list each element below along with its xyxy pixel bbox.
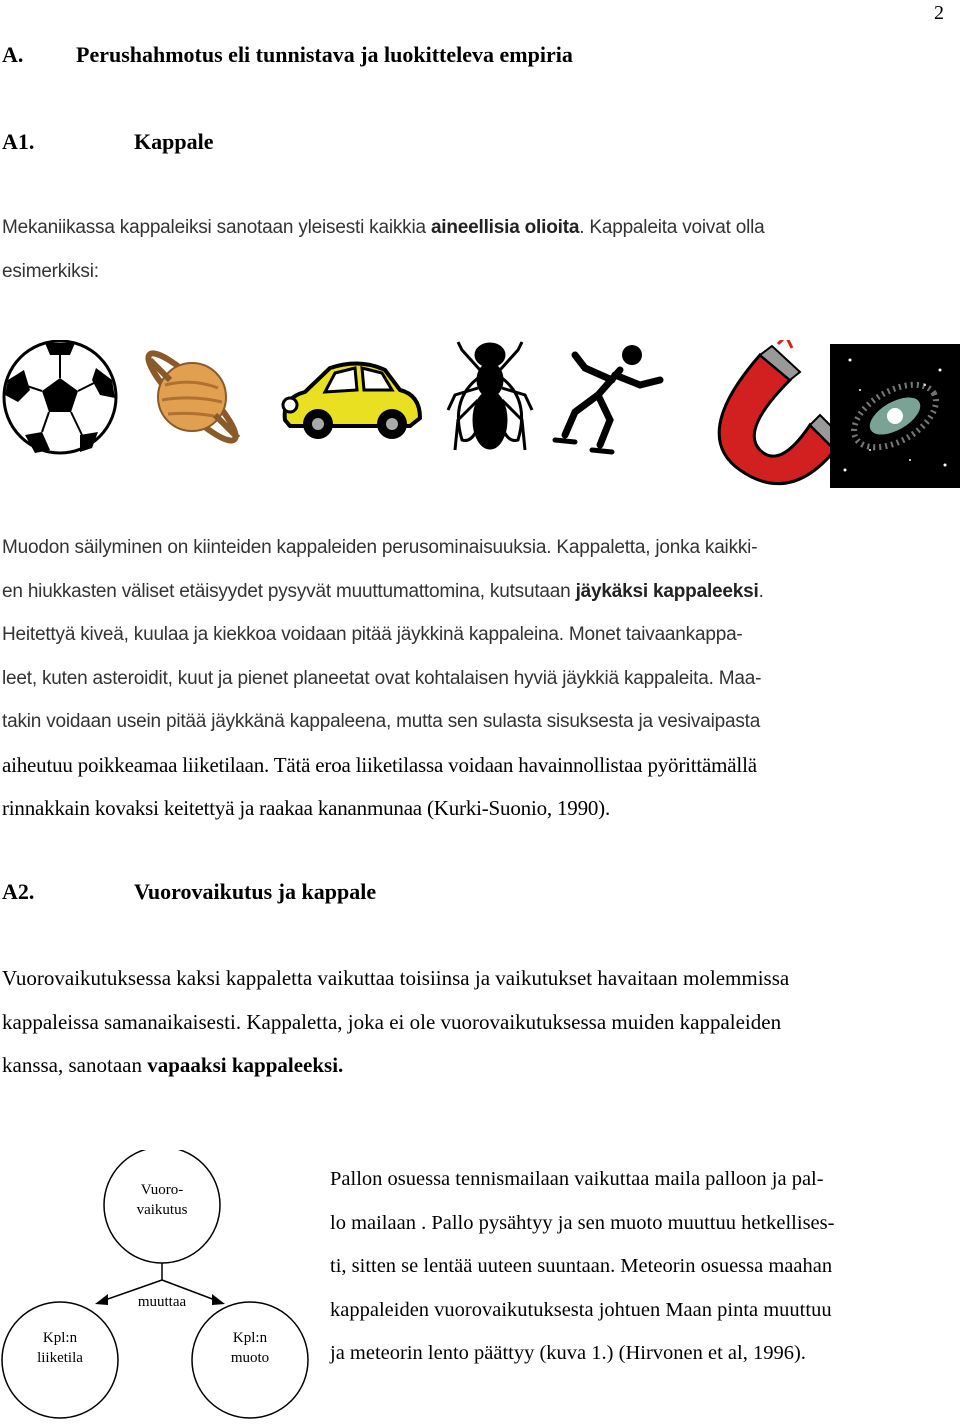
- para1-line: Muodon säilyminen on kiinteiden kappaleiden perusominaisuuksia. Kappaletta, jonka kaikki-: [2, 537, 758, 558]
- rigid-body-term: jäykäksi kappaleeksi: [575, 580, 759, 602]
- examples-row: [0, 340, 960, 490]
- para1-line: takin voidaan usein pitää jäykkänä kappaleena, mutta sen sulasta sisuksesta ja vesivaipasta: [2, 711, 761, 732]
- side-text-line: kappaleiden vuorovaikutuksesta johtuen Maan pinta muuttuu: [330, 1298, 832, 1321]
- interaction-paragraph: [2, 957, 950, 1088]
- free-body-term: vapaaksi kappaleeksi.: [147, 1053, 344, 1077]
- para2-line: kanssa, sanotaan: [2, 1053, 148, 1077]
- section-a-title: Perushahmotus eli tunnistava ja luokitteleva empiria: [76, 42, 573, 67]
- side-text-line: Pallon osuessa tennismailaan vaikuttaa maila palloon ja pal-: [330, 1168, 824, 1190]
- section-a1-title: Kappale: [134, 129, 214, 154]
- rigid-body-paragraph: [2, 526, 950, 831]
- para1-line: leet, kuten asteroidit, kuut ja pienet planeetat ovat kohtalaisen hyviä jäykkiä kappaleita. Maa-: [2, 667, 762, 689]
- section-a1-heading: [2, 129, 902, 159]
- section-a2-label: A2.: [2, 879, 35, 904]
- side-text-line: ti, sitten se lentää uuteen suuntaan. Meteorin osuessa maahan: [330, 1255, 833, 1277]
- para1-period: .: [758, 580, 764, 602]
- fly-icon: [448, 342, 532, 450]
- intro-text-end: . Kappaleita voivat olla: [579, 217, 765, 238]
- para1-line: en hiukkasten väliset etäisyydet pysyvät muuttumattomina, kutsutaan: [2, 580, 576, 602]
- planet-saturn-icon: [140, 345, 245, 450]
- section-a1-label: A1.: [2, 129, 35, 154]
- para1-line: Heitettyä kiveä, kuulaa ja kiekkoa voidaan pitää jäykkinä kappaleina. Monet taivaankappa-: [2, 624, 743, 645]
- tennis-meteor-paragraph: [330, 1158, 950, 1376]
- para1-line: rinnakkain kovaksi keitettyä ja raakaa kananmunaa (Kurki-Suonio, 1990).: [2, 796, 611, 820]
- section-a2-heading: [2, 879, 902, 909]
- intro-bold-term: aineellisia olioita: [430, 217, 580, 238]
- skater-icon: [555, 345, 660, 452]
- magnet-icon: [719, 340, 848, 484]
- arrow-label: muuttaa: [137, 1294, 187, 1310]
- car-icon: [283, 363, 420, 439]
- soccer-ball-icon: [4, 341, 116, 453]
- side-text-line: ja meteorin lento päättyy (kuva 1.) (Hirvonen et al, 1996).: [330, 1342, 806, 1364]
- para2-line: kappaleissa samanaikaisesti. Kappaletta, joka ei ole vuorovaikutuksessa muiden kappaleiden: [2, 1009, 782, 1034]
- section-a-heading: [2, 42, 902, 72]
- intro-text: Mekaniikassa kappaleiksi sanotaan yleisesti kaikkia: [2, 217, 431, 238]
- section-a-label: A.: [2, 42, 24, 67]
- shape-label: Kpl:n muoto: [230, 1330, 270, 1366]
- intro-paragraph: [2, 206, 950, 293]
- side-text-line: lo mailaan . Pallo pysähtyy ja sen muoto muuttuu hetkellises-: [330, 1211, 835, 1234]
- motion-state-label: Kpl:n liiketila: [37, 1330, 83, 1366]
- para2-line: Vuorovaikutuksessa kaksi kappaletta vaikuttaa toisiinsa ja vaikutukset havaitaan molemmissa: [2, 966, 790, 990]
- section-a2-title: Vuorovaikutus ja kappale: [134, 879, 377, 904]
- interaction-label: Vuoro- vaikutus: [136, 1182, 188, 1218]
- para1-line: aiheutuu poikkeamaa liiketilaan. Tätä eroa liiketilassa voidaan havainnollistaa pyörittämällä: [2, 752, 757, 777]
- intro-line2: esimerkiksi:: [2, 260, 99, 282]
- galaxy-icon: [830, 344, 960, 488]
- page-number: 2: [934, 2, 944, 24]
